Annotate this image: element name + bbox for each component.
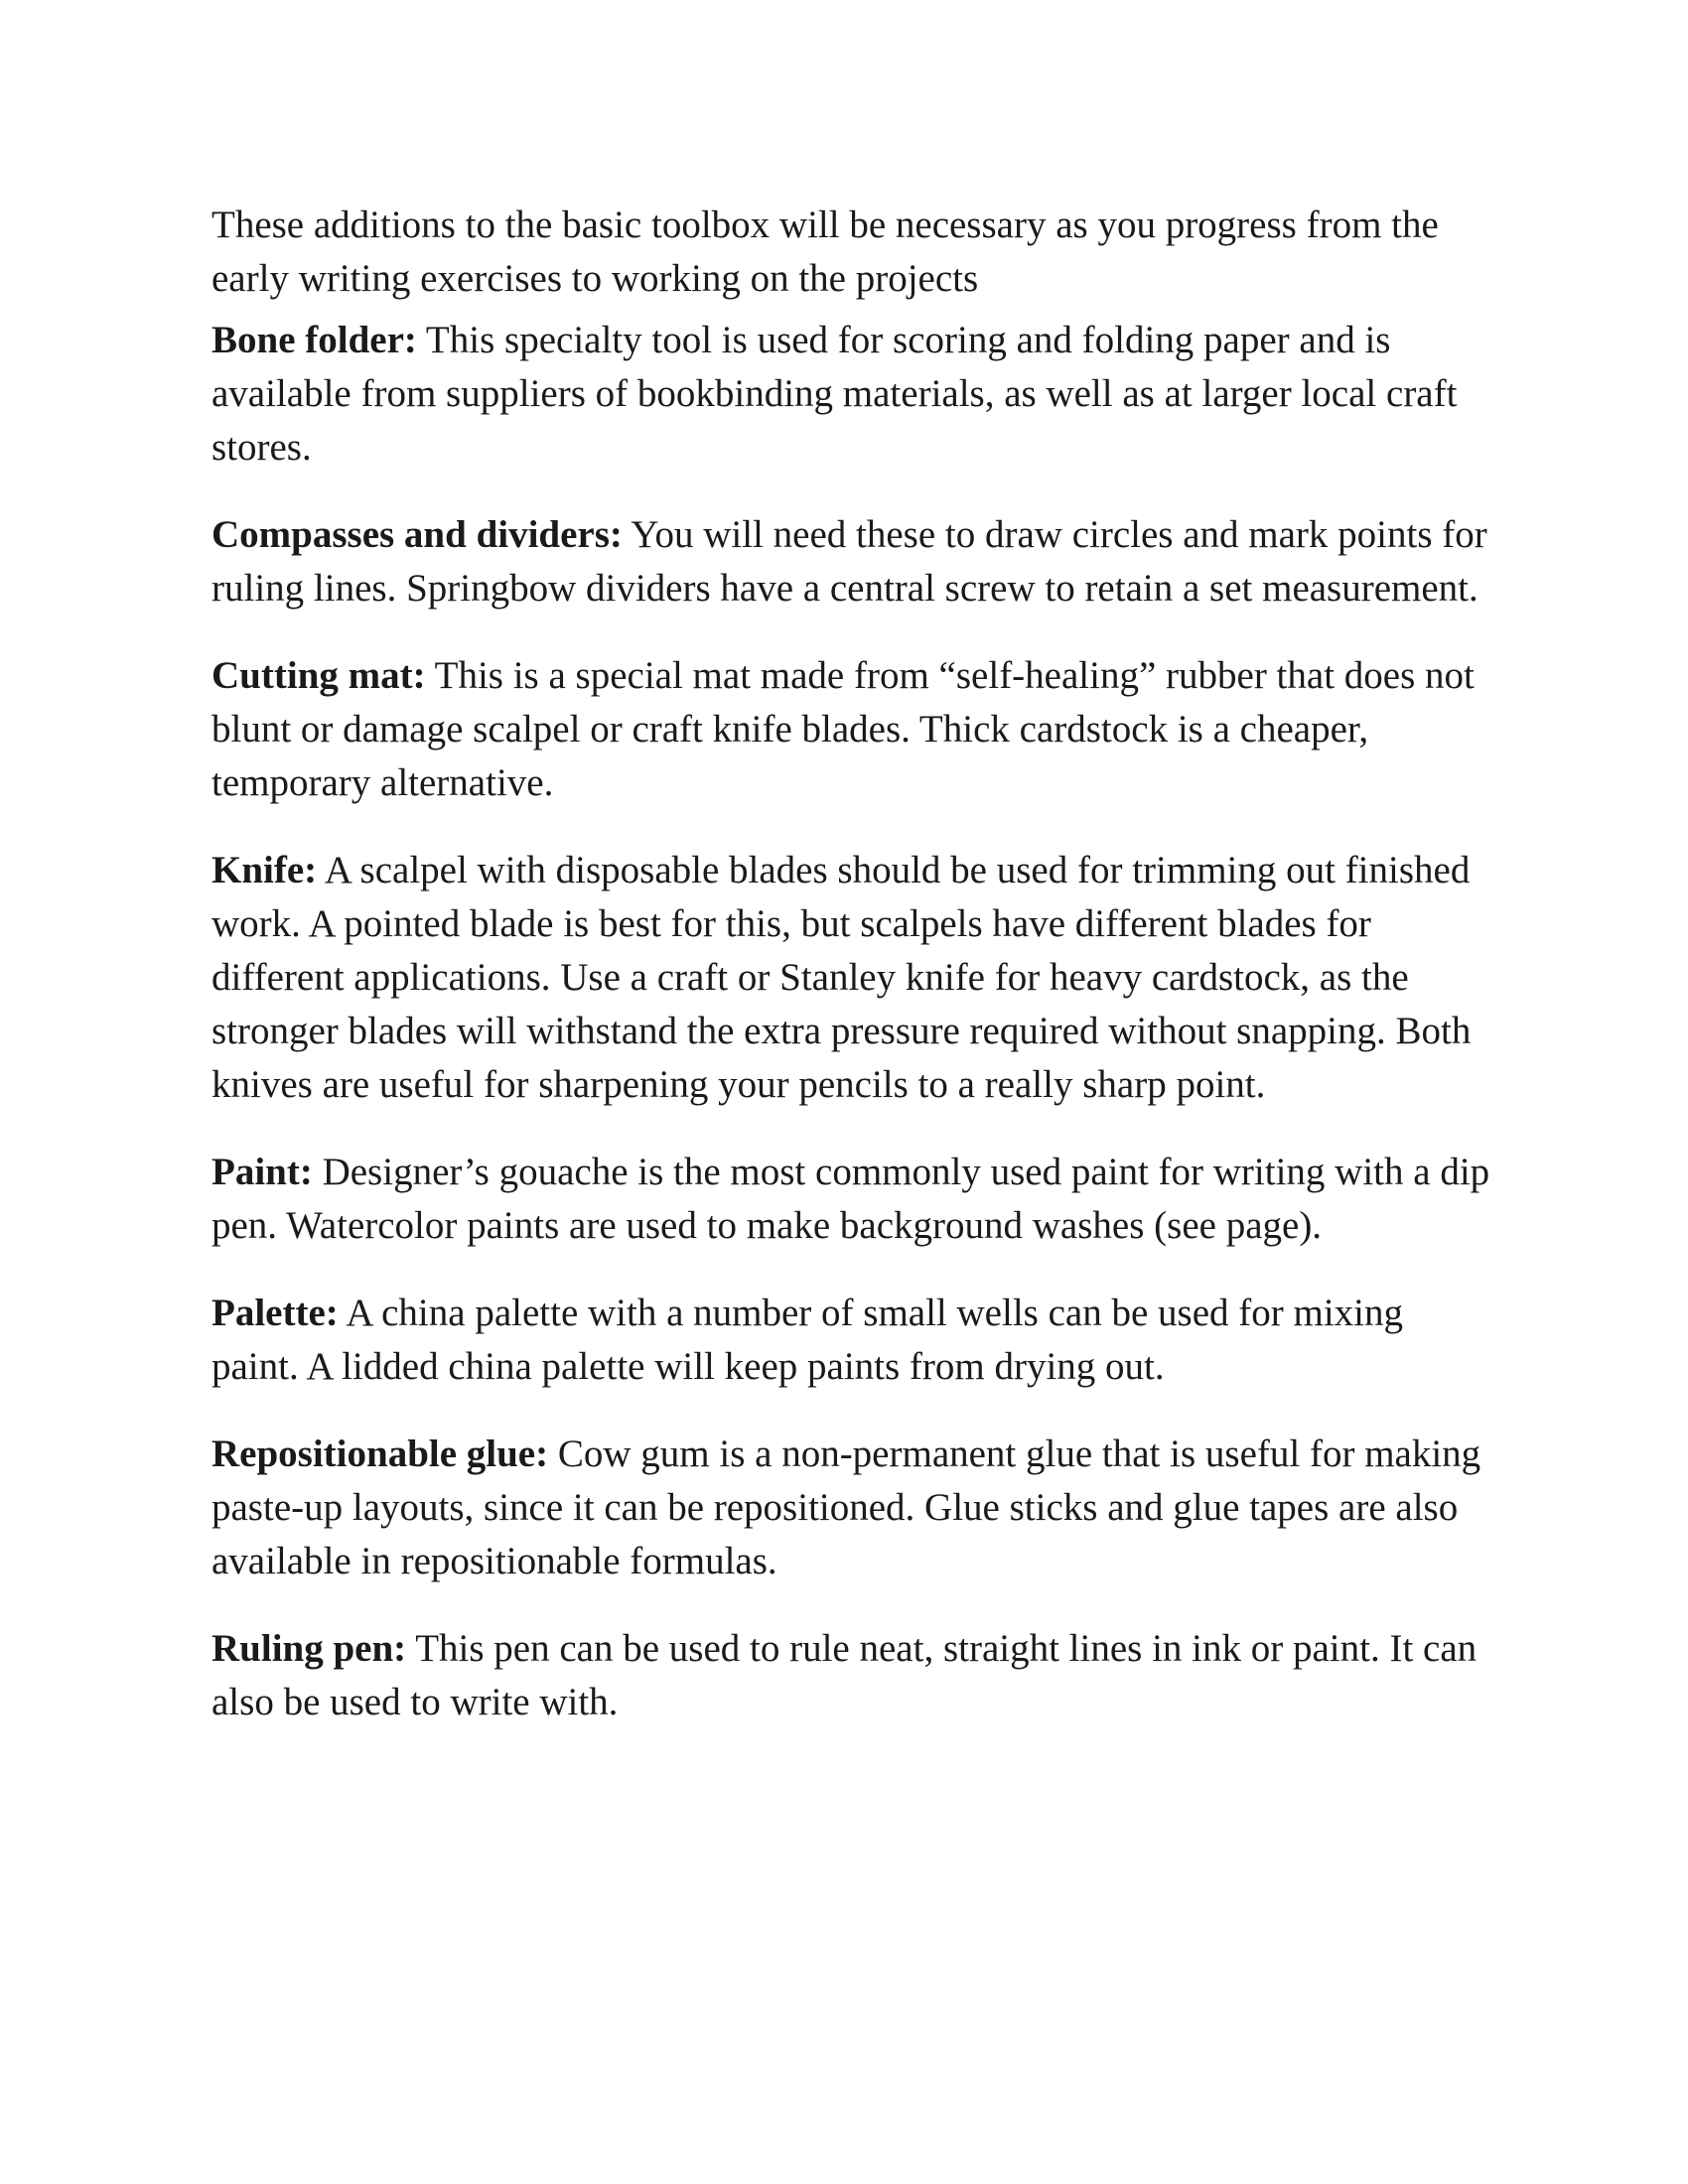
entry-text: You will need these to draw circles and mark points for ruling lines. Springbow dividers have a central screw to retain a set measurement. xyxy=(211,513,1487,610)
intro-paragraph: These additions to the basic toolbox will be necessary as you progress from the early writing exercises to working on the projects xyxy=(211,204,1439,300)
entry-term: Compasses and dividers: xyxy=(211,513,623,556)
entry-term: Repositionable glue: xyxy=(211,1433,549,1475)
entry-term: Cutting mat: xyxy=(211,654,426,697)
document-page xyxy=(211,199,1492,1763)
entry-term: Paint: xyxy=(211,1151,313,1193)
entry-repositionable-glue xyxy=(211,1428,1492,1588)
entry-palette xyxy=(211,1287,1492,1394)
entry-text: This is a special mat made from “self-healing” rubber that does not blunt or damage scalpel or craft knife blades. Thick cardstock is a cheaper, temporary alternative. xyxy=(211,654,1475,804)
entry-text: Designer’s gouache is the most commonly used paint for writing with a dip pen. Watercolor paints are used to make background washes (see page). xyxy=(211,1151,1490,1247)
entry-text: A china palette with a number of small wells can be used for mixing paint. A lidded china palette will keep paints from drying out. xyxy=(211,1292,1403,1388)
entry-bone-folder xyxy=(211,314,1492,475)
entry-compasses-and-dividers xyxy=(211,508,1492,615)
entry-text: Cow gum is a non-permanent glue that is useful for making paste-up layouts, since it can be repositioned. Glue sticks and glue tapes are also available in repositionable formulas. xyxy=(211,1433,1481,1582)
entry-term: Knife: xyxy=(211,849,318,891)
entry-text: A scalpel with disposable blades should be used for trimming out finished work. A pointed blade is best for this, but scalpels have different blades for different applications. Use a craft or Stanley knife for heavy cardstock, as the stronger blades will withstand the extra pressure required without snapping. Both knives are useful for sharpening your pencils to a really sharp point. xyxy=(211,849,1472,1106)
entry-cutting-mat xyxy=(211,649,1492,810)
entry-term: Palette: xyxy=(211,1292,339,1334)
entry-term: Ruling pen: xyxy=(211,1627,407,1670)
entry-knife xyxy=(211,844,1492,1112)
entry-text: This specialty tool is used for scoring and folding paper and is available from suppliers of bookbinding materials, as well as at larger local craft stores. xyxy=(211,319,1458,469)
entry-term: Bone folder: xyxy=(211,319,417,361)
entry-paint xyxy=(211,1146,1492,1253)
entry-ruling-pen xyxy=(211,1622,1492,1729)
entry-text: This pen can be used to rule neat, straight lines in ink or paint. It can also be used to write with. xyxy=(211,1627,1477,1723)
